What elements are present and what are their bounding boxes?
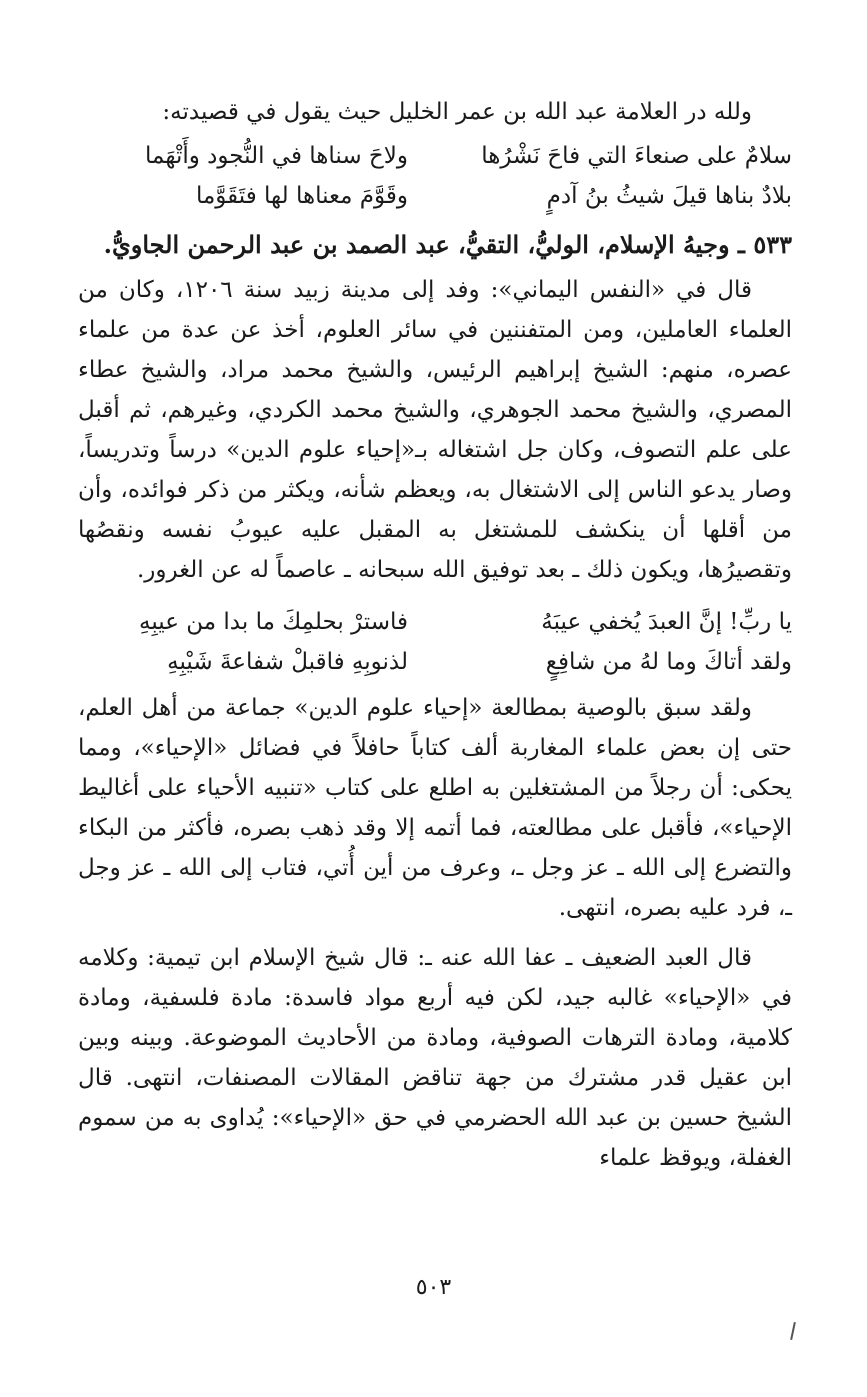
verse-second-hemistich: وقَوَّمَ معناها لها فتَقَوَّما bbox=[195, 183, 408, 209]
verse-first-hemistich: بلادٌ بناها قيلَ شيثُ بنُ آدمٍ bbox=[546, 183, 792, 209]
paragraph-biography: قال في «النفس اليماني»: وفد إلى مدينة زبيد سنة ١٢٠٦، وكان من العلماء العاملين، ومن المتفننين في سائر العلوم، أخذ عن عدة من علماء عصره، منهم: الشيخ إبراهيم الرئيس، والشيخ محمد مراد، والشيخ عطاء المصري، والشيخ محمد الجوهري، والشيخ محمد الكردي، وغيرهم، ثم أقبل على علم التصوف، وكان جل اشتغاله بـ«إحياء علوم الدين» درساً وتدريساً، وصار يدعو الناس إلى الاشتغال به، ويعظم شأنه، ويكثر من ذكر فوائده، وأن من أقلها أن ينكشف للمشتغل به المقبل عليه عيوبُ نفسه ونقصُها وتقصيرُها، ويكون ذلك ـ بعد توفيق الله سبحانه ـ عاصماً له عن الغرور. bbox=[78, 277, 792, 583]
intro-line: ولله در العلامة عبد الله بن عمر الخليل حيث يقول في قصيدته: bbox=[162, 99, 752, 125]
verse-line bbox=[78, 642, 792, 682]
verse-line bbox=[78, 136, 792, 176]
verse-line bbox=[78, 176, 792, 216]
verse-line bbox=[78, 602, 792, 642]
verse-first-hemistich: يا ربِّ! إنَّ العبدَ يُخفي عيبَهُ bbox=[541, 609, 792, 635]
page-body bbox=[78, 92, 792, 1178]
page-number: ٥٠٣ bbox=[415, 1275, 452, 1300]
paragraph-ibn-taymiyya: قال العبد الضعيف ـ عفا الله عنه ـ: قال شيخ الإسلام ابن تيمية: وكلامه في «الإحياء» غالبه جيد، لكن فيه أربع مواد فاسدة: مادة فلسفية، ومادة كلامية، ومادة الترهات الصوفية، ومادة من الأحاديث الموضوعة. وبينه وبين ابن عقيل قدر مشترك من جهة تناقض المقالات المصنفات، انتهى. قال الشيخ حسين بن عبد الله الحضرمي في حق «الإحياء»: يُداوى به من سموم الغفلة، ويوقظ علماء bbox=[78, 945, 792, 1171]
verse-second-hemistich: فاسترْ بحلمِكَ ما بدا من عيبِهِ bbox=[139, 609, 408, 635]
verse-second-hemistich: ولاحَ سناها في النُّجود وأَتْهَما bbox=[145, 143, 408, 169]
poem-1 bbox=[78, 136, 792, 216]
scan-mark bbox=[790, 1322, 796, 1340]
verse-second-hemistich: لذنوبِهِ فاقبلْ شفاعةَ شَيْبِهِ bbox=[167, 649, 408, 675]
poem-2 bbox=[78, 602, 792, 682]
entry-heading: ٥٣٣ ـ وجيهُ الإسلام، الوليُّ، التقيُّ، عبد الصمد بن عبد الرحمن الجاويُّ. bbox=[103, 230, 792, 259]
verse-first-hemistich: ولقد أتاكَ وما لهُ من شافِعٍ bbox=[545, 649, 792, 675]
verse-first-hemistich: سلامٌ على صنعاءَ التي فاحَ نَشْرُها bbox=[481, 143, 792, 169]
paragraph-ihya-recommendation: ولقد سبق بالوصية بمطالعة «إحياء علوم الدين» جماعة من أهل العلم، حتى إن بعض علماء المغاربة ألف كتاباً حافلاً في فضائل «الإحياء»، ومما يحكى: أن رجلاً من المشتغلين به اطلع على كتاب «تنبيه الأحياء على أغاليط الإحياء»، فأقبل على مطالعته، فما أتمه إلا وقد ذهب بصره، فأكثر من البكاء والتضرع إلى الله ـ عز وجل ـ، وعرف من أين أُتي، فتاب إلى الله ـ عز وجل ـ، فرد عليه بصره، انتهى. bbox=[78, 695, 792, 921]
